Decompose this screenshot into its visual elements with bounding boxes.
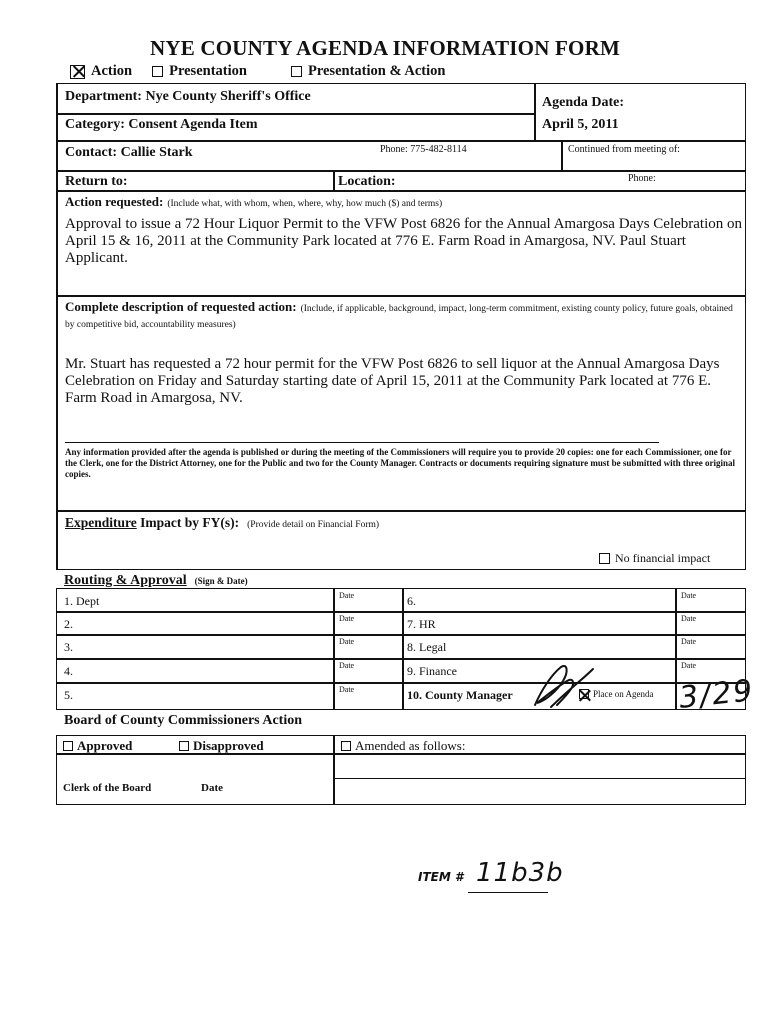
expenditure-hint: (Provide detail on Financial Form) — [247, 520, 380, 530]
presentation-action-checkbox[interactable] — [291, 66, 302, 77]
presentation-checkbox[interactable] — [152, 66, 163, 77]
routing-date-7: Date — [681, 614, 697, 623]
type-presentation-option[interactable] — [152, 63, 247, 80]
county-manager-signature — [527, 661, 597, 711]
routing-date-5: Date — [339, 685, 355, 694]
description-text: Mr. Stuart has requested a 72 hour permit for the VFW Post 6826 to sell liquor at the Annual Amargosa Days Celebration on Friday and Saturday starting date of April 15, 2011 at the Community Park located at 776 E. Farm Road in Amargosa, NV. — [65, 356, 720, 406]
phone-field: Phone: 775-482-8114 — [380, 144, 467, 155]
clerk-label: Clerk of the Board — [63, 782, 152, 794]
action-requested-text: Approval to issue a 72 Hour Liquor Permit to the VFW Post 6826 for the Annual Amargosa Days Celebration on April 15 & 16, 2011 at the Community Park located at 776 E. Farm Road in Amargosa, NV. Paul Stuart Applicant. — [65, 216, 743, 266]
routing-row-3-left: 3. — [64, 640, 73, 654]
agenda-date-value: April 5, 2011 — [542, 117, 619, 132]
form-main-frame — [56, 83, 746, 570]
description-hint: (Include, if applicable, background, impact, long-term commitment, existing county policy, future goals, obtained by competitive bid, accountability measures) — [65, 304, 733, 330]
routing-date-4: Date — [339, 661, 355, 670]
no-financial-impact-label: No financial impact — [615, 551, 711, 565]
item-number-value: 11b3b — [476, 858, 564, 888]
approved-checkbox[interactable] — [63, 741, 73, 751]
type-presentation-action-label: Presentation & Action — [307, 63, 446, 79]
approved-label: Approved — [77, 738, 133, 753]
continued-from-meeting: Continued from meeting of: — [568, 144, 680, 155]
form-title: NYE COUNTY AGENDA INFORMATION FORM — [150, 36, 620, 60]
routing-row-2-right: 7. HR — [407, 617, 436, 631]
department-field: Department: Nye County Sheriff's Office — [65, 89, 311, 104]
location-field: Location: — [338, 174, 396, 189]
routing-date-1: Date — [339, 591, 355, 600]
no-financial-impact-checkbox[interactable] — [599, 553, 610, 564]
clerk-date-label: Date — [201, 782, 223, 794]
approved-option[interactable] — [63, 738, 132, 754]
routing-row-5-right: 10. County Manager — [407, 688, 513, 702]
contact-field: Contact: Callie Stark — [65, 145, 193, 160]
routing-row-3-right: 8. Legal — [407, 640, 447, 654]
description-label: Complete description of requested action: — [65, 299, 297, 314]
routing-date-2: Date — [339, 614, 355, 623]
amended-checkbox[interactable] — [341, 741, 351, 751]
routing-table — [56, 588, 756, 716]
action-requested-hint: (Include what, with whom, when, where, why, how much ($) and terms) — [167, 199, 443, 209]
county-manager-date: 3/29 — [677, 673, 756, 716]
place-on-agenda-label: Place on Agenda — [593, 689, 654, 699]
routing-date-3: Date — [339, 637, 355, 646]
type-action-label: Action — [91, 63, 133, 79]
phone2-field: Phone: — [628, 173, 656, 184]
description-header — [65, 300, 743, 332]
board-table — [56, 735, 746, 805]
category-field: Category: Consent Agenda Item — [65, 117, 258, 132]
no-financial-impact-option[interactable] — [599, 551, 710, 566]
type-presentation-action-option[interactable] — [291, 63, 445, 80]
routing-row-1-right: 6. — [407, 594, 416, 608]
disapproved-checkbox[interactable] — [179, 741, 189, 751]
form-type-options — [70, 63, 465, 80]
action-requested-header — [65, 193, 442, 211]
routing-subtitle: (Sign & Date) — [194, 576, 248, 586]
item-number-label: ITEM # — [418, 870, 464, 884]
routing-title: Routing & Approval — [64, 573, 187, 588]
expenditure-header — [65, 514, 379, 532]
action-requested-label: Action requested: — [65, 194, 164, 209]
routing-date-9: Date — [681, 661, 697, 670]
amended-label: Amended as follows: — [355, 738, 466, 753]
routing-row-2-left: 2. — [64, 617, 73, 631]
routing-row-5-left: 5. — [64, 688, 73, 702]
routing-row-1-left: 1. Dept — [64, 594, 100, 608]
amended-option[interactable] — [341, 738, 465, 754]
return-to-field: Return to: — [65, 174, 128, 189]
board-title: Board of County Commissioners Action — [64, 713, 303, 728]
routing-date-8: Date — [681, 637, 697, 646]
disapproved-option[interactable] — [179, 738, 264, 754]
routing-row-4-right: 9. Finance — [407, 664, 457, 678]
action-checkbox[interactable] — [70, 65, 85, 79]
type-presentation-label: Presentation — [169, 63, 247, 79]
routing-header — [64, 571, 248, 589]
disapproved-label: Disapproved — [193, 738, 264, 753]
expenditure-label: Expenditure — [65, 515, 137, 530]
routing-row-4-left: 4. — [64, 664, 73, 678]
type-action-option[interactable] — [70, 63, 132, 80]
routing-date-6: Date — [681, 591, 697, 600]
copies-notice: Any information provided after the agenda is published or during the meeting of the Commissioners will require you to provide 20 copies: one for each Commissioner, one for the Clerk, one for the District Attorney, one for the Public and two for the County Manager. Contracts or documents requiring signature must be submitted with three original copies. — [65, 447, 735, 479]
agenda-date-label: Agenda Date: — [542, 95, 625, 110]
expenditure-label-rest: Impact by FY(s): — [136, 515, 240, 530]
